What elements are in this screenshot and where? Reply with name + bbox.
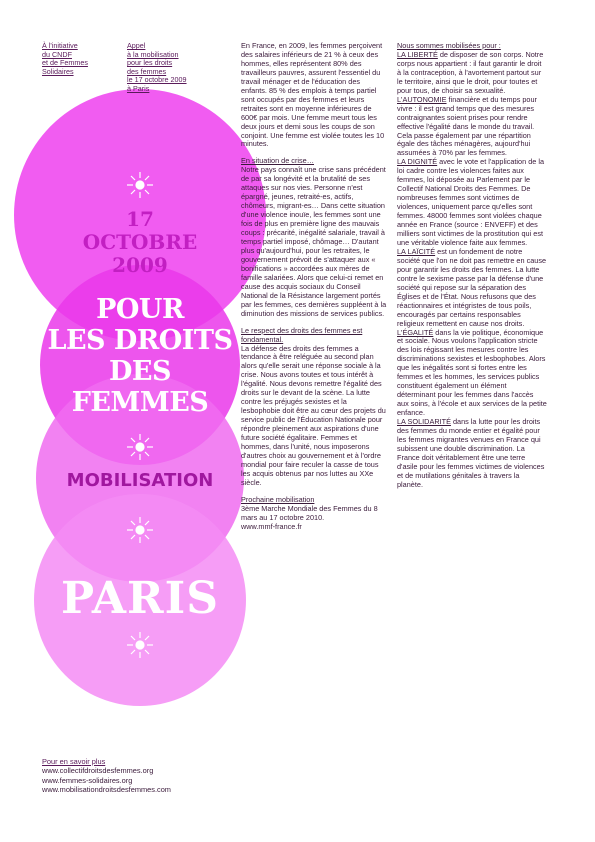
date-month: OCTOBRE bbox=[82, 230, 198, 254]
footer-link[interactable]: www.collectifdroitsdesfemmes.org bbox=[42, 766, 154, 776]
headline-line: DES bbox=[109, 356, 171, 387]
next-text: 3ème Marche Mondiale des Femmes du 8 mars au 17 octobre 2010. bbox=[241, 503, 378, 522]
appel-line: pour les droits bbox=[127, 58, 173, 68]
solidarite-label: LA SOLIDARITÉ bbox=[397, 417, 451, 427]
headline-line: FEMMES bbox=[71, 387, 209, 418]
footer-heading: Pour en savoir plus bbox=[42, 757, 106, 766]
city-label: PARIS bbox=[61, 573, 219, 624]
next-link[interactable]: www.mmf-france.fr bbox=[241, 521, 302, 531]
next-title: Prochaine mobilisation bbox=[241, 494, 315, 504]
mobilisation-label: MOBILISATION bbox=[66, 470, 214, 491]
autonomie-label: L'AUTONOMIE bbox=[397, 94, 447, 104]
laicite-label: LA LAÏCITÉ bbox=[397, 246, 436, 256]
initiative-line: du CNDF bbox=[42, 49, 72, 59]
column-right bbox=[397, 42, 547, 490]
initiative-line: Solidaires bbox=[42, 66, 74, 76]
intro-text: En France, en 2009, les femmes perçoivent des salaires inférieurs de 21 % à ceux des hommes, elles représentent 80% des travailleurs pauvres, assurent l'essentiel du travail ménager et de l'éducation des enfants. 85 % des emplois à temps partiel sont occupés par des femmes et leurs retraites sont en moyenne inférieures de 600€ par mois. Une femme meurt tous les deux jours et demi sous les coups de son conjoint. Une femme est violée toutes les 10 minutes. bbox=[241, 41, 385, 149]
appel-line: le 17 octobre 2009 bbox=[127, 75, 187, 85]
dignite-label: LA DIGNITÉ bbox=[397, 157, 438, 167]
crisis-text: Notre pays connaît une crise sans précédent de par sa longévité et la brutalité de ses attaques sur nos vies. Personne n'est épargné, jeunes, retraité-es, actifs, chômeurs, migrant-es… Dans cette situation d'une violence inouïe, les femmes sont une fois de plus en première ligne des mauvais coups : précarité, inégalité salariale, travail à temps partiel imposé, chômage… D'autant plus qu'aujourd'hui, pour les retraites, le gouvernement prévoit de s'attaquer aux « bonifications » accordées aux mères de famille salariées. Alors que celui-ci remet en cause des acquis sociaux du Conseil National de la Résistance largement portés par les femmes, ces dernières suppléent à la diminution des missions de services publics. bbox=[241, 165, 387, 318]
headline-line: POUR bbox=[96, 294, 184, 325]
respect-text: La défense des droits des femmes a tendance à être reléguée au second plan alors qu'elle serait une réponse sociale à la crise. Nous avons toutes et tous intérêt à l'égalité. Nous devons remettre l'égalité des droits sur le devant de la scène. La lutte contre les préjugés sexistes et la lesbophobie doit être au cœur des projets du service public de l'Éducation Nationale pour répondre pleinement aux aspirations d'une future société égalitaire. Femmes et hommes, dans l'unité, nous imposerons d'autres choix au gouvernement et à l'ordre mondial pour faire reculer la casse de tous les acquis obtenus par nos luttes au XXe siècle. bbox=[241, 343, 386, 487]
dignite-text: avec le vote et l'application de la loi cadre contre les violences faites aux femmes, loi déposée au Parlement par le Collectif National Droits des Femmes. De nombreuses femmes sont victimes de violences, uniquement parce qu'elles sont femmes. 48000 femmes sont violées chaque année en France (source : ENVEFF) et des milliers sont victimes de la prostitution qui est une véritable violence faite aux femmes. bbox=[397, 157, 545, 247]
initiative-line: et de Femmes bbox=[42, 58, 88, 68]
autonomie-text: financière et du temps pour vivre : il est grand temps que des mesures contraignantes soient prises pour rendre effective l'égalité dans le monde du travail. Cela passe également par une répartition égale des tâches ménagères, aujourd'hui assumées à 70% par les femmes. bbox=[397, 94, 537, 158]
appel-line: Appel bbox=[127, 41, 146, 50]
initiative-line: À l'initiative bbox=[42, 41, 78, 50]
footer-link[interactable]: www.femmes-solidaires.org bbox=[42, 775, 133, 785]
column-middle bbox=[241, 42, 387, 532]
appel-block bbox=[127, 42, 217, 94]
appel-line: à la mobilisation bbox=[127, 49, 179, 59]
appel-line: à Paris bbox=[127, 83, 150, 93]
solidarite-text: dans la lutte pour les droits des femmes du monde entier et égalité pour les femmes migrantes venues en France qui subissent une double discrimination. La France doit véritablement être une terre d'asile pour les femmes victimes de violences et de mutilations génitales à travers la planète. bbox=[397, 417, 545, 489]
initiative-block bbox=[42, 42, 112, 76]
date-year: 2009 bbox=[112, 253, 168, 277]
headline bbox=[20, 294, 260, 418]
respect-title: Le respect des droits des femmes est fondamental. bbox=[241, 325, 363, 344]
date-day: 17 bbox=[126, 207, 154, 231]
right-title: Nous sommes mobilisées pour : bbox=[397, 41, 501, 50]
footer-block bbox=[42, 757, 242, 794]
egalite-label: L'ÉGALITÉ bbox=[397, 327, 434, 337]
liberte-label: LA LIBERTÉ bbox=[397, 49, 438, 59]
crisis-title: En situation de crise… bbox=[241, 156, 315, 166]
laicite-text: est un fondement de notre société que l'on ne doit pas remettre en cause pour garantir les droits des femmes. La lutte contre le sexisme passe par la défense d'une société qui repose sur la séparation des Églises et de l'État. Nous refusons que des réactionnaires et intégristes de tous poils, encouragés par certains responsables religieux remettent en cause nos droits. bbox=[397, 246, 547, 328]
liberte-text: de disposer de son corps. Notre corps nous appartient : il faut garantir le droit à la contraception, à l'avortement partout sur le territoire, ainsi que le droit, pour toutes et pour tous, de choisir sa sexualité. bbox=[397, 49, 544, 95]
egalite-text: dans la vie politique, économique et sociale. Nous voulons l'application stricte des lois régissant les mesures contre les discriminations sexistes et lesbophobes. Alors que les inégalités sont si fortes entre les femmes et les hommes, les services publics constituent également un élément déterminant pour les femmes dans l'accès aux soins, à l'école et aux services de la petite enfance. bbox=[397, 327, 547, 418]
appel-line: des femmes bbox=[127, 66, 167, 76]
headline-line: LES DROITS bbox=[47, 325, 233, 356]
footer-link[interactable]: www.mobilisationdroitsdesfemmes.com bbox=[42, 784, 171, 794]
